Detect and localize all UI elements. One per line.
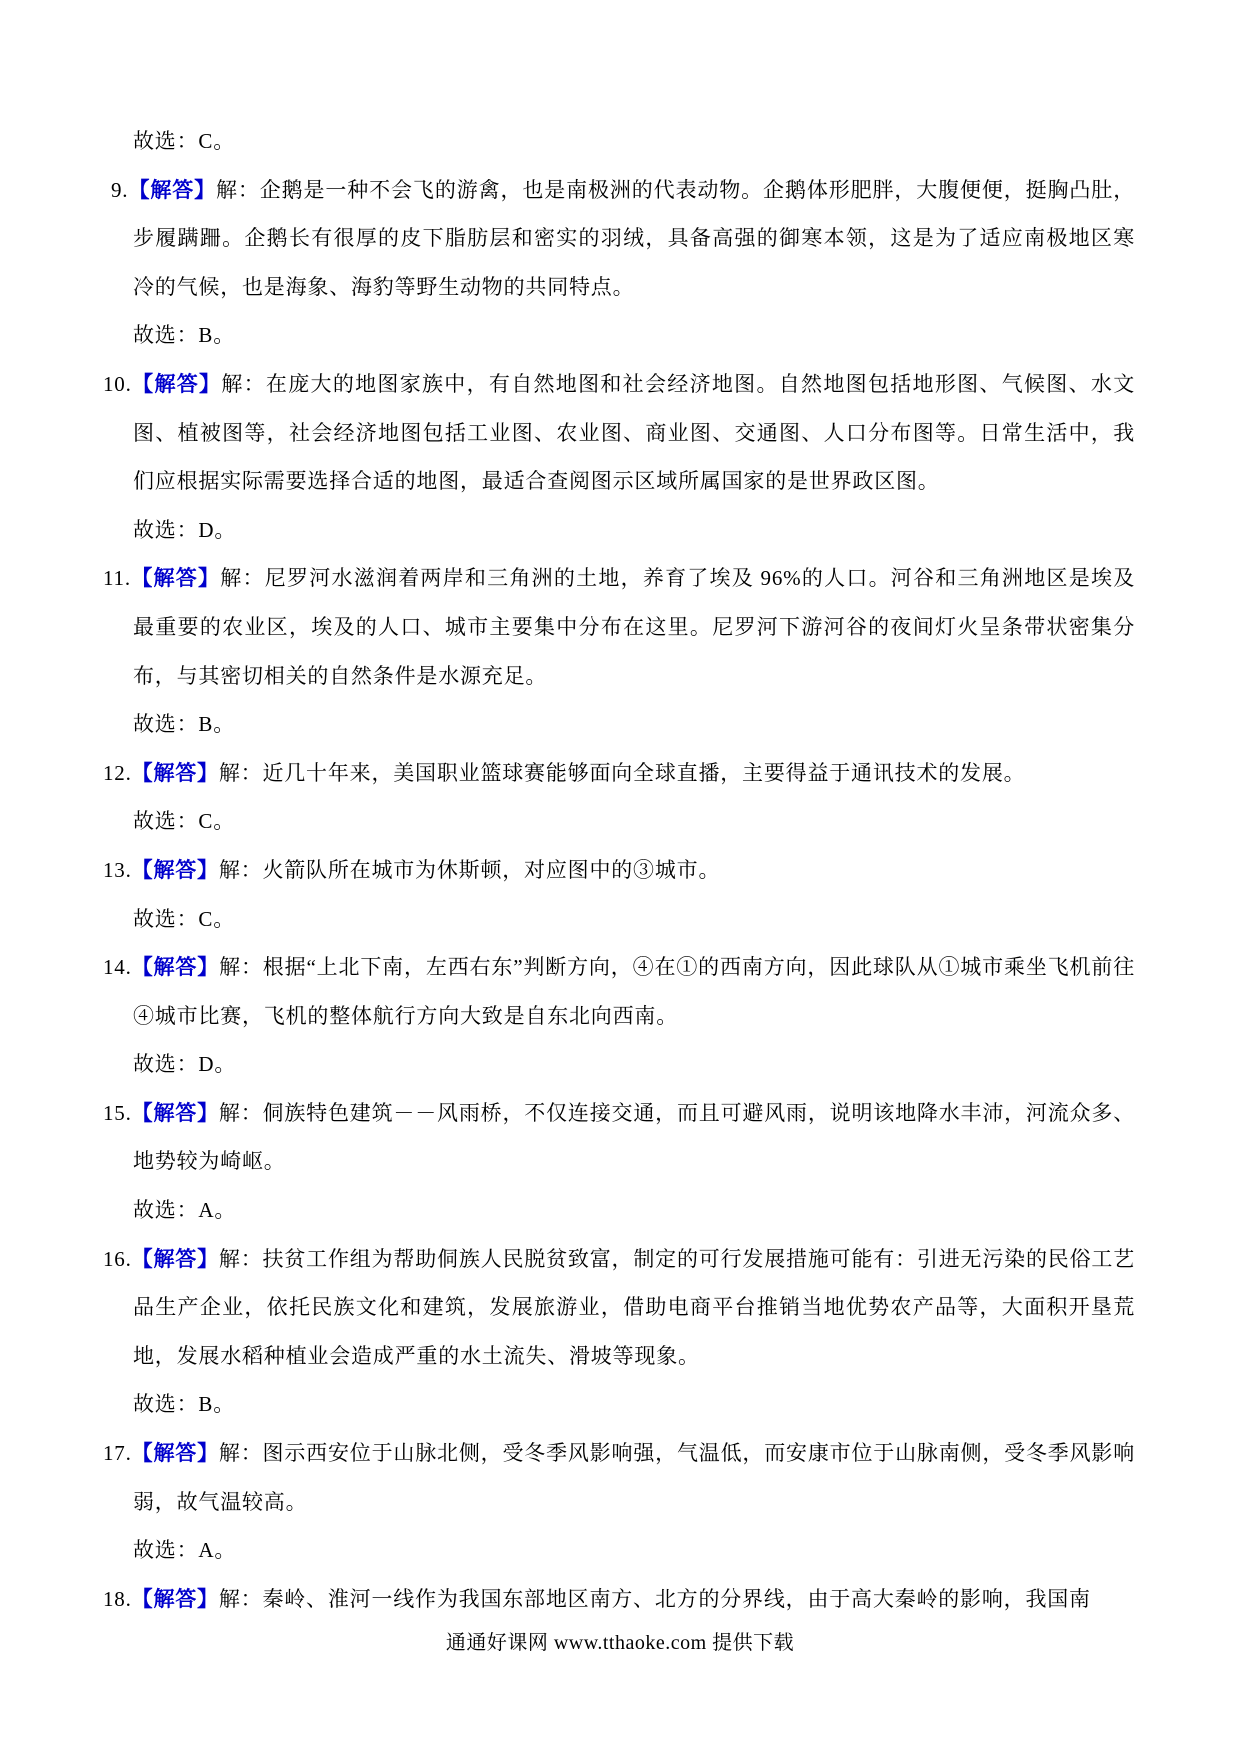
answer-tag: 【解答】 — [131, 857, 219, 882]
answer-tag: 【解答】 — [128, 177, 216, 202]
answer-tag: 【解答】 — [131, 1586, 219, 1611]
answer-explanation — [103, 1429, 1135, 1526]
answer-item-16 — [103, 1235, 1135, 1429]
explanation-text: 解：近几十年来，美国职业篮球赛能够面向全球直播，主要得益于通讯技术的发展。 — [218, 760, 1026, 785]
explanation-text: 解：根据“上北下南，左西右东”判断方向，④在①的西南方向，因此球队从①城市乘坐飞机前往④城市比赛，飞机的整体航行方向大致是自东北向西南。 — [133, 955, 1136, 1028]
answer-item-14 — [103, 943, 1135, 1089]
answer-choice: 故选：D。 — [133, 517, 237, 542]
answer-item-12 — [103, 749, 1135, 846]
answer-item-17 — [103, 1429, 1135, 1575]
answer-explanation — [103, 360, 1135, 506]
leading-answer-choice: 故选：C。 — [133, 129, 236, 153]
answer-item-13 — [103, 846, 1135, 943]
item-number: 12. — [103, 760, 132, 785]
answer-choice: 故选：B。 — [133, 712, 236, 737]
answer-tag: 【解答】 — [131, 1100, 219, 1125]
answer-choice: 故选：A。 — [133, 1538, 237, 1563]
explanation-text: 解：扶贫工作组为帮助侗族人民脱贫致富，制定的可行发展措施可能有：引进无污染的民俗工艺品生产企业，依托民族文化和建筑，发展旅游业，借助电商平台推销当地优势农产品等，大面积开垦荒地，发展水稻种植业会造成严重的水土流失、滑坡等现象。 — [133, 1246, 1135, 1368]
item-number: 9. — [111, 177, 129, 202]
answers-section — [103, 117, 1135, 1623]
page-footer: 通通好课网 www.tthaoke.com 提供下载 — [445, 1632, 795, 1654]
answer-item-11 — [103, 554, 1135, 748]
explanation-text: 解：秦岭、淮河一线作为我国东部地区南方、北方的分界线，由于高大秦岭的影响，我国南 — [218, 1586, 1091, 1611]
answer-choice: 故选：C。 — [133, 906, 236, 931]
answer-tag: 【解答】 — [131, 1441, 219, 1466]
answer-explanation — [103, 554, 1135, 700]
answer-explanation — [103, 749, 1135, 798]
item-number: 10. — [103, 371, 132, 396]
item-number: 17. — [103, 1441, 132, 1466]
answer-choice: 故选：B。 — [133, 323, 236, 348]
item-number: 11. — [103, 566, 131, 591]
answer-tag: 【解答】 — [131, 760, 219, 785]
answer-tag: 【解答】 — [131, 955, 220, 980]
item-number: 14. — [103, 955, 132, 980]
explanation-text: 解：尼罗河水滋润着两岸和三角洲的土地，养育了埃及 96%的人口。河谷和三角洲地区是埃及最重要的农业区，埃及的人口、城市主要集中分布在这里。尼罗河下游河谷的夜间灯火呈条带状密集分布，与其密切相关的自然条件是水源充足。 — [133, 566, 1136, 688]
explanation-text: 解：企鹅是一种不会飞的游禽，也是南极洲的代表动物。企鹅体形肥胖，大腹便便，挺胸凸肚，步履蹒跚。企鹅长有很厚的皮下脂肪层和密实的羽绒，具备高强的御寒本领，这是为了适应南极地区寒冷的气候，也是海象、海豹等野生动物的共同特点。 — [133, 177, 1135, 299]
answer-tag: 【解答】 — [131, 371, 222, 396]
answer-item-15 — [103, 1089, 1135, 1235]
item-number: 18. — [103, 1586, 132, 1611]
explanation-text: 解：图示西安位于山脉北侧，受冬季风影响强，气温低，而安康市位于山脉南侧，受冬季风影响弱，故气温较高。 — [133, 1441, 1135, 1514]
explanation-text: 解：火箭队所在城市为休斯顿，对应图中的③城市。 — [218, 857, 721, 882]
answer-choice: 故选：B。 — [133, 1392, 236, 1417]
explanation-text: 解：在庞大的地图家族中，有自然地图和社会经济地图。自然地图包括地形图、气候图、水文图、植被图等，社会经济地图包括工业图、农业图、商业图、交通图、人口分布图等。日常生活中，我们应根据实际需要选择合适的地图，最适合查阅图示区域所属国家的是世界政区图。 — [133, 371, 1136, 494]
answer-item-10 — [103, 360, 1135, 554]
answer-explanation — [103, 166, 1135, 312]
answer-item-9 — [103, 166, 1135, 360]
answer-explanation — [103, 846, 1135, 895]
item-number: 15. — [103, 1100, 132, 1125]
answer-choice: 故选：C。 — [133, 809, 236, 834]
answer-choice: 故选：A。 — [133, 1198, 237, 1223]
answer-explanation — [103, 1089, 1135, 1186]
answer-choice: 故选：D。 — [133, 1052, 237, 1077]
answer-tag: 【解答】 — [131, 1246, 219, 1271]
answer-explanation — [103, 1235, 1135, 1381]
item-number: 16. — [103, 1246, 132, 1271]
item-number: 13. — [103, 857, 132, 882]
answer-explanation — [103, 943, 1135, 1040]
answer-explanation — [103, 1575, 1135, 1624]
answer-item-18 — [103, 1575, 1135, 1624]
answer-tag: 【解答】 — [130, 566, 221, 591]
explanation-text: 解：侗族特色建筑－－风雨桥，不仅连接交通，而且可避风雨，说明该地降水丰沛，河流众多、地势较为崎岖。 — [133, 1100, 1135, 1174]
